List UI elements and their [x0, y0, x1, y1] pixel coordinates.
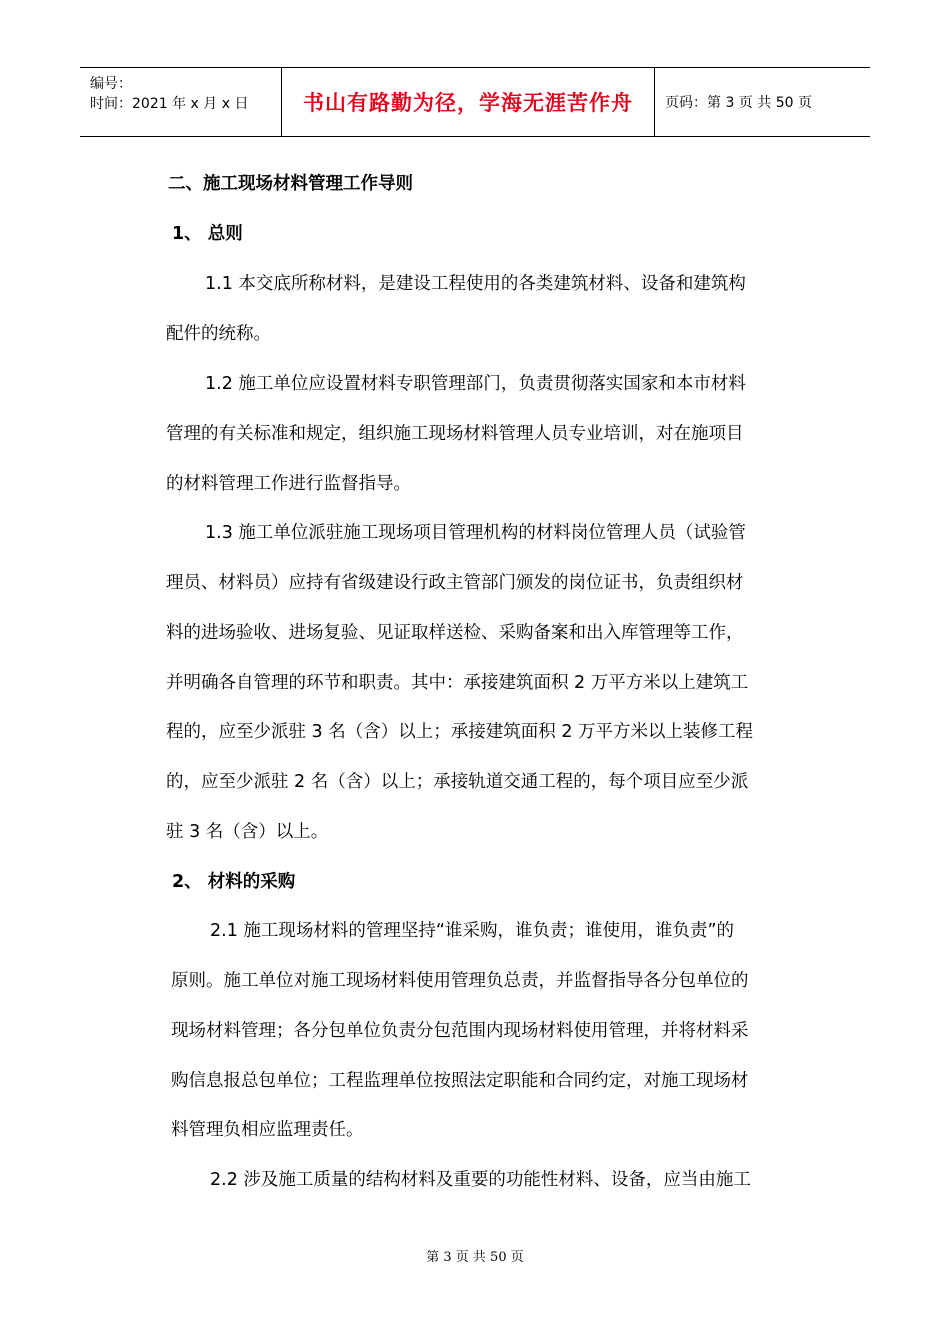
paragraph-line: 1.2 施工单位应设置材料专职管理部门，负责贯彻落实国家和本市材料 — [205, 374, 746, 394]
paragraph-line: 驻 3 名（含）以上。 — [166, 822, 329, 842]
paragraph-line: 现场材料管理；各分包单位负责分包范围内现场材料使用管理，并将材料采 — [171, 1021, 749, 1041]
heading-procurement: 2、 材料的采购 — [172, 872, 296, 892]
number-label: 编号： — [90, 76, 132, 92]
page-header — [80, 67, 870, 137]
paragraph-line: 理员、材料员）应持有省级建设行政主管部门颁发的岗位证书，负责组织材 — [166, 573, 744, 593]
date-label: 时间：2021 年 x 月 x 日 — [90, 96, 249, 112]
heading-general: 1、 总则 — [172, 224, 243, 244]
section-title: 二、施工现场材料管理工作导则 — [168, 174, 413, 194]
paragraph-line: 管理的有关标准和规定，组织施工现场材料管理人员专业培训，对在施项目 — [166, 424, 744, 444]
paragraph-line: 购信息报总包单位；工程监理单位按照法定职能和合同约定，对施工现场材 — [171, 1071, 749, 1091]
paragraph-line: 程的，应至少派驻 3 名（含）以上；承接建筑面积 2 万平方米以上装修工程 — [166, 722, 754, 742]
paragraph-line: 料管理负相应监理责任。 — [171, 1120, 364, 1140]
paragraph-line: 2.2 涉及施工质量的结构材料及重要的功能性材料、设备，应当由施工 — [210, 1170, 751, 1190]
paragraph-line: 料的进场验收、进场复验、见证取样送检、采购备案和出入库管理等工作， — [166, 623, 744, 643]
header-page-info: 页码：第 3 页 共 50 页 — [665, 95, 812, 111]
paragraph-line: 并明确各自管理的环节和职责。其中：承接建筑面积 2 万平方米以上建筑工 — [166, 673, 749, 693]
page-footer: 第 3 页 共 50 页 — [426, 1250, 524, 1265]
paragraph-line: 配件的统称。 — [166, 324, 271, 344]
paragraph-line: 的材料管理工作进行监督指导。 — [166, 474, 411, 494]
paragraph-line: 原则。施工单位对施工现场材料使用管理负总责，并监督指导各分包单位的 — [171, 971, 749, 991]
paragraph-line: 的，应至少派驻 2 名（含）以上；承接轨道交通工程的，每个项目应至少派 — [166, 772, 749, 792]
paragraph-line: 2.1 施工现场材料的管理坚持“谁采购，谁负责；谁使用，谁负责”的 — [210, 921, 735, 941]
header-meta — [80, 68, 281, 136]
paragraph-line: 1.1 本交底所称材料，是建设工程使用的各类建筑材料、设备和建筑构 — [205, 274, 746, 294]
header-motto: 书山有路勤为径，学海无涯苦作舟 — [281, 68, 655, 136]
paragraph-line: 1.3 施工单位派驻施工现场项目管理机构的材料岗位管理人员（试验管 — [205, 523, 746, 543]
